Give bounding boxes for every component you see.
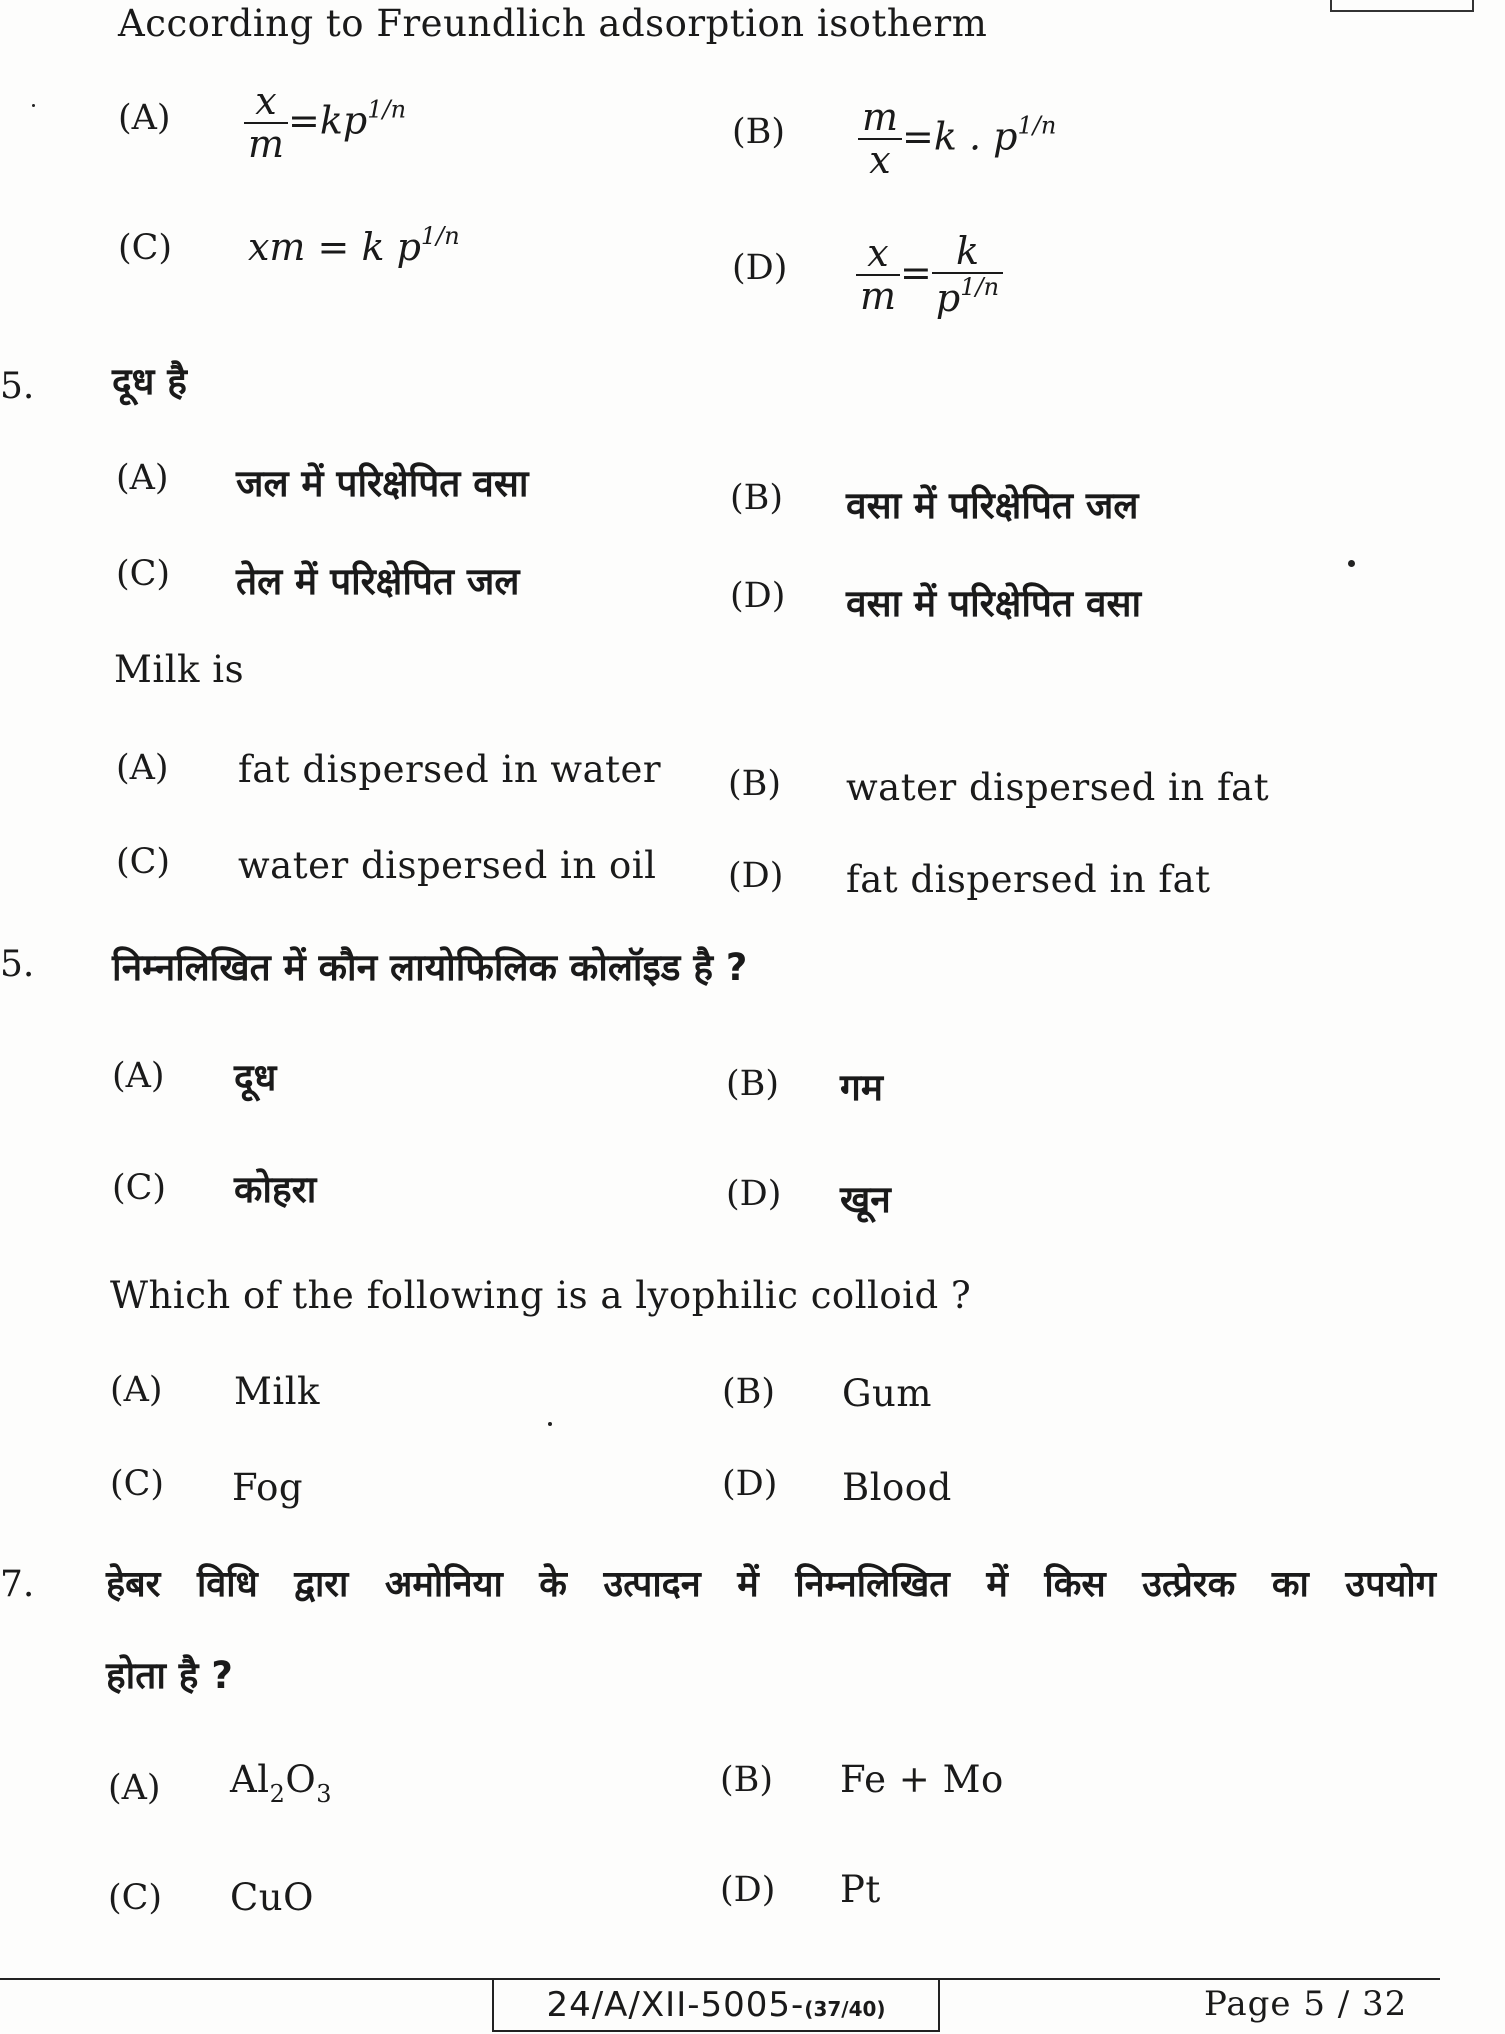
- q4-option-a: $\frac{x}{m}$ $=kp^{1/n}$: [244, 82, 406, 166]
- q5-hi-label-b: (B): [730, 478, 784, 518]
- scan-speck: [32, 104, 35, 107]
- q5-en-label-b: (B): [728, 764, 782, 804]
- paper-code: [492, 1980, 940, 2032]
- q4-label-b: (B): [732, 112, 786, 152]
- q5-en-option-c: water dispersed in oil: [238, 844, 657, 887]
- q6-hi-label-b: (B): [726, 1064, 780, 1104]
- q4-option-c: xm = k $p^{1/n}$: [248, 222, 460, 269]
- q4-label-d: (D): [732, 248, 788, 288]
- q6-en-option-b: Gum: [842, 1372, 932, 1415]
- scan-speck: [548, 1422, 552, 1426]
- q7-label-b: (B): [720, 1760, 774, 1800]
- q5-hi-option-b: वसा में परिक्षेपित जल: [846, 484, 1139, 527]
- q5-title-english: Milk is: [114, 648, 245, 691]
- q4-label-a: (A): [118, 98, 171, 138]
- q5-en-option-d: fat dispersed in fat: [846, 858, 1211, 901]
- q6-en-option-a: Milk: [234, 1370, 320, 1413]
- q5-title-hindi: दूध है: [112, 360, 187, 403]
- q5-en-label-c: (C): [116, 842, 171, 882]
- q6-en-label-b: (B): [722, 1372, 776, 1412]
- q4-title: According to Freundlich adsorption isotherm: [118, 2, 988, 45]
- q5-hi-label-d: (D): [730, 576, 786, 616]
- q6-number: 5.: [0, 944, 35, 985]
- q5-hi-option-d: वसा में परिक्षेपित वसा: [846, 582, 1142, 625]
- q5-hi-option-a: जल में परिक्षेपित वसा: [236, 462, 529, 505]
- q5-hi-label-a: (A): [116, 458, 169, 498]
- paper-code-set: (37/40): [804, 1997, 886, 2021]
- q5-hi-label-c: (C): [116, 554, 171, 594]
- q7-label-a: (A): [108, 1768, 161, 1808]
- q7-option-a: $Al_2O_3$: [230, 1758, 332, 1808]
- q6-hi-label-d: (D): [726, 1174, 782, 1214]
- q5-hi-option-c: तेल में परिक्षेपित जल: [236, 560, 520, 603]
- q7-label-d: (D): [720, 1870, 776, 1910]
- q7-title-hindi-line2: होता है ?: [106, 1654, 233, 1697]
- q6-hi-label-c: (C): [112, 1168, 167, 1208]
- q6-hi-option-d: खून: [840, 1178, 891, 1221]
- q7-label-c: (C): [108, 1878, 163, 1918]
- q5-en-option-a: fat dispersed in water: [238, 748, 662, 791]
- q5-en-label-a: (A): [116, 748, 169, 788]
- q4-option-d: $\frac{x}{m}$ = $\frac{k}{p^{1/n}}$: [856, 232, 1003, 320]
- q6-hi-option-a: दूध: [234, 1056, 277, 1099]
- q6-title-hindi: निम्नलिखित में कौन लायोफिलिक कोलॉइड है ?: [112, 946, 748, 989]
- q6-en-label-a: (A): [110, 1370, 163, 1410]
- header-bracket: [1330, 0, 1474, 12]
- q5-number: 5.: [0, 366, 35, 407]
- q6-hi-label-a: (A): [112, 1056, 165, 1096]
- q5-en-option-b: water dispersed in fat: [846, 766, 1270, 809]
- q6-en-label-c: (C): [110, 1464, 165, 1504]
- q6-title-english: Which of the following is a lyophilic colloid ?: [110, 1274, 972, 1317]
- page-number: Page 5 / 32: [1204, 1984, 1408, 2024]
- q6-hi-option-c: कोहरा: [234, 1168, 317, 1211]
- q7-number: 7.: [0, 1564, 35, 1605]
- q6-en-option-d: Blood: [842, 1466, 952, 1509]
- q7-option-c: CuO: [230, 1876, 314, 1919]
- q6-en-option-c: Fog: [232, 1466, 304, 1509]
- paper-code-main: 24/A/XII-5005-: [546, 1985, 805, 2025]
- q7-option-d: Pt: [840, 1868, 881, 1911]
- scan-speck: [1348, 560, 1355, 567]
- q5-en-label-d: (D): [728, 856, 784, 896]
- q4-label-c: (C): [118, 228, 173, 268]
- q4-option-b: $\frac{m}{x}$ =k . $p^{1/n}$: [858, 98, 1056, 182]
- q7-option-b: Fe + Mo: [840, 1758, 1004, 1801]
- q6-en-label-d: (D): [722, 1464, 778, 1504]
- q7-title-hindi-line1: हेबर विधि द्वारा अमोनिया के उत्पादन में निम्नलिखित में किस उत्प्रेरक का उपयोग: [106, 1564, 1436, 1605]
- q6-hi-option-b: गम: [840, 1066, 883, 1109]
